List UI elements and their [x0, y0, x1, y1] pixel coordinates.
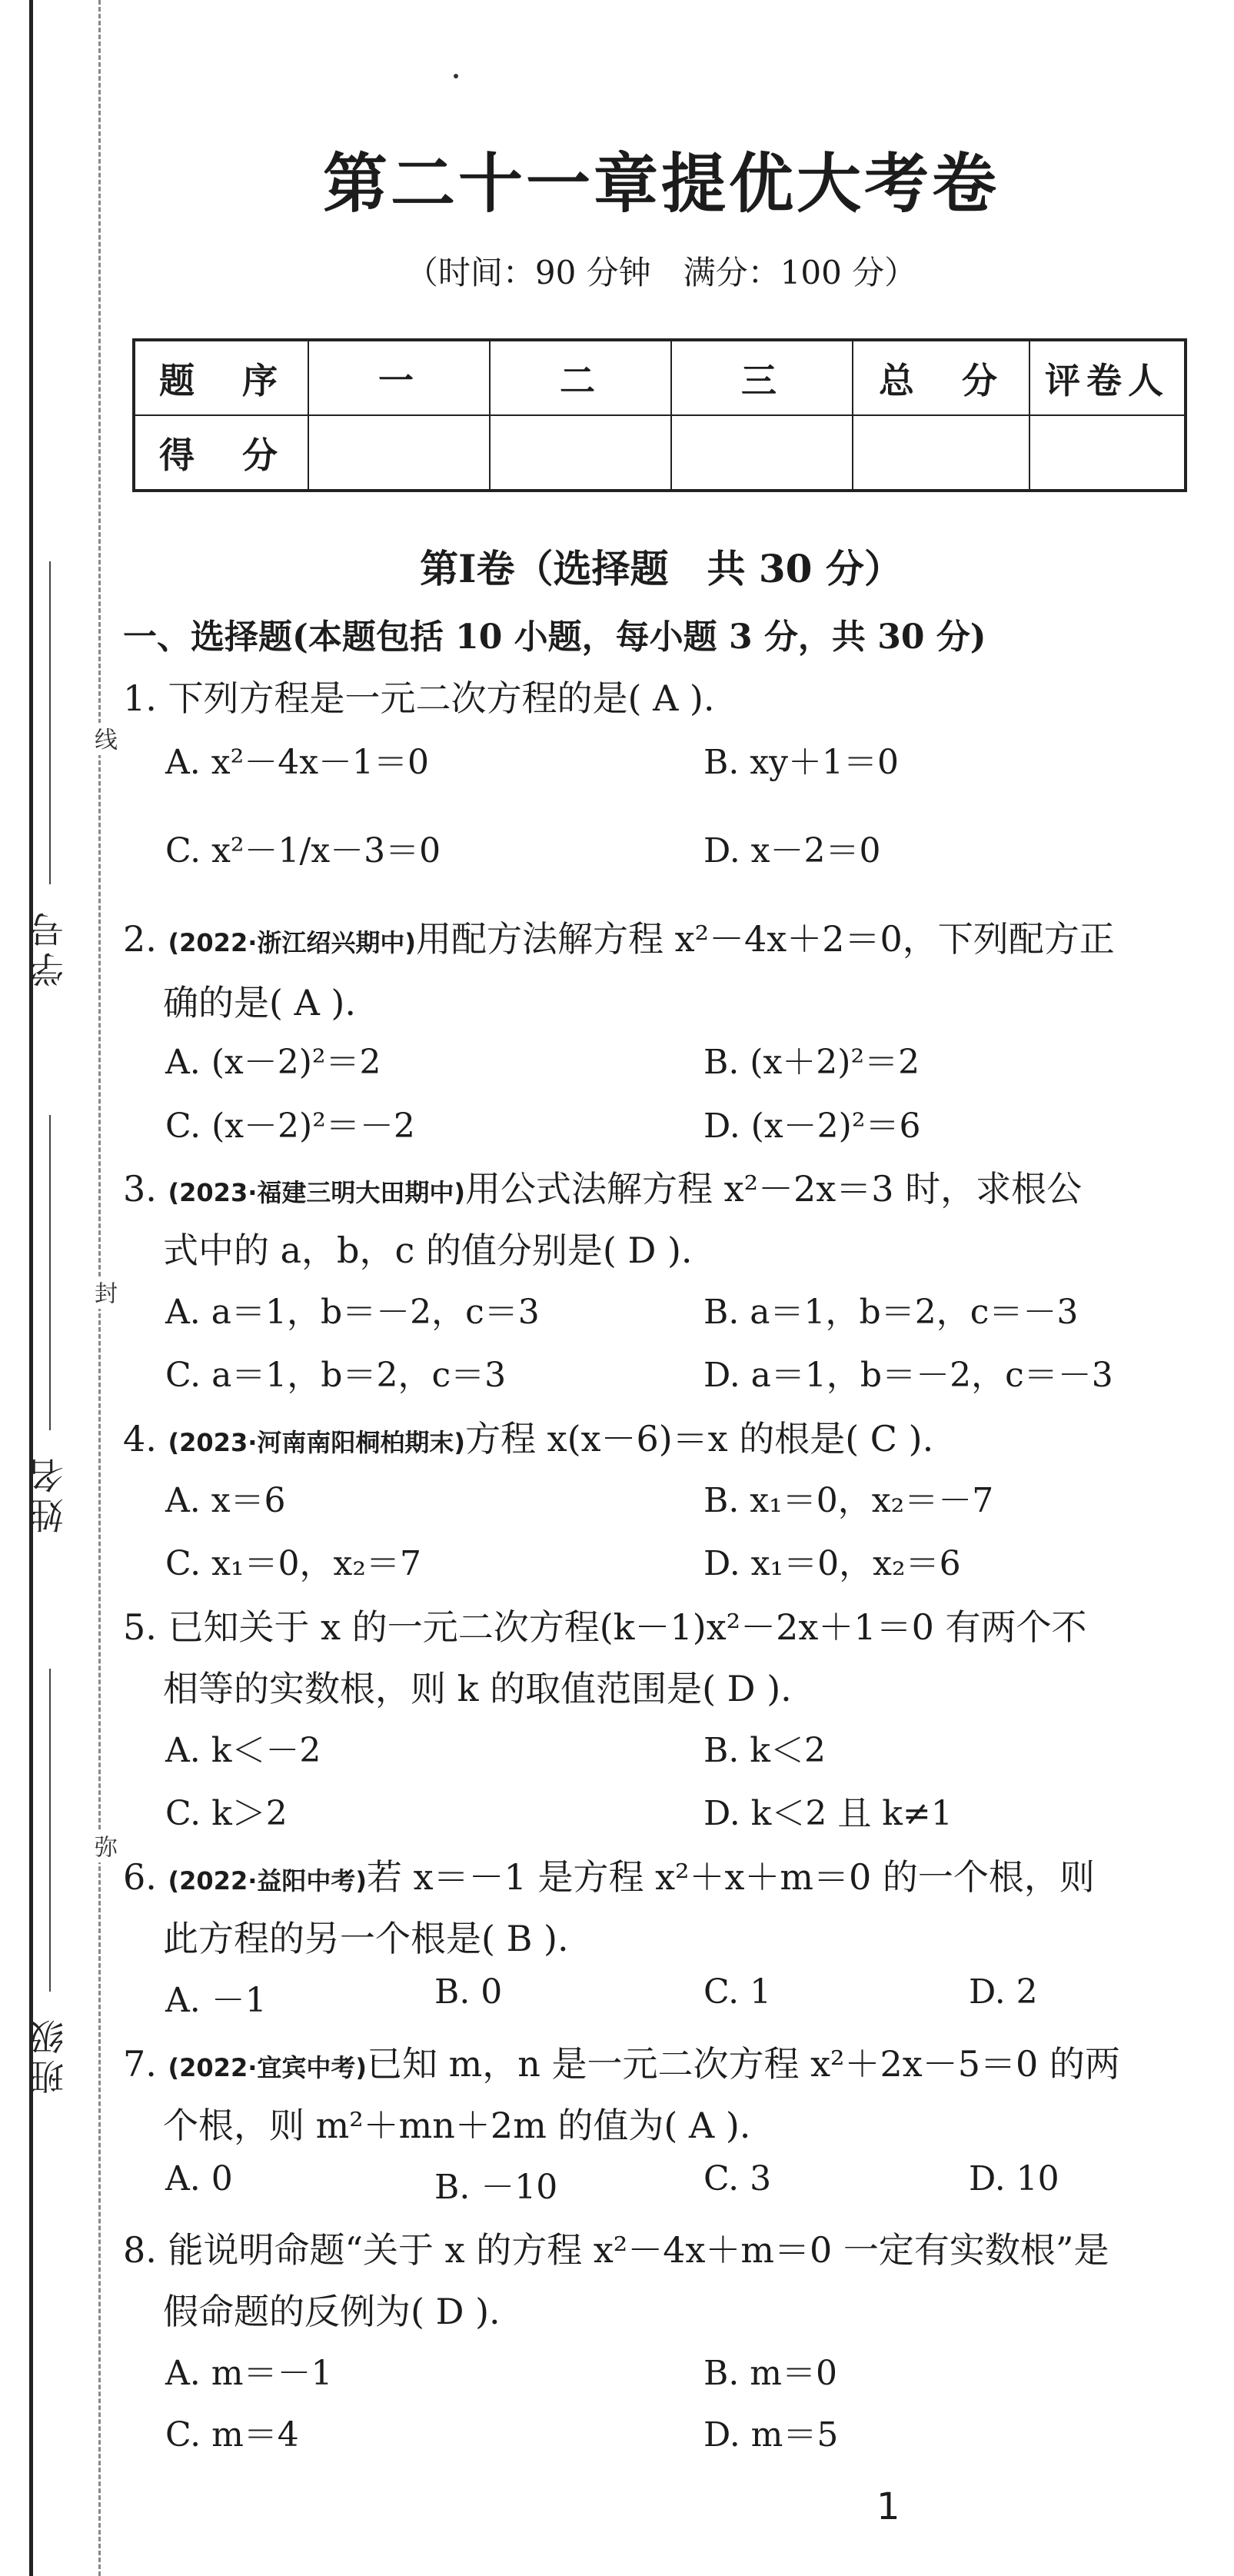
question-6-stem	[123, 1849, 1199, 1900]
question-7-option-c: C. 3	[703, 2159, 772, 2198]
student-no-fill-line	[49, 561, 51, 884]
question-5-option-b: B. k＜2	[703, 1731, 826, 1770]
name-fill-line	[49, 1115, 51, 1430]
question-text: 方程 x(x－6)＝x 的根是( C ).	[465, 1418, 934, 1459]
score-cell: 评卷人	[1029, 340, 1186, 415]
question-8-stem-cont: 假命题的反例为( D ).	[163, 2291, 501, 2332]
question-2-option-b: B. (x＋2)²＝2	[703, 1043, 920, 1082]
seal-line-word-mi: 弥	[86, 1830, 120, 1862]
section-title: 第Ⅰ卷（选择题 共 30 分）	[420, 546, 903, 591]
question-number: 4.	[123, 1418, 168, 1459]
question-2-option-a: A. (x－2)²＝2	[165, 1043, 381, 1082]
question-text: 用配方法解方程 x²－4x＋2＝0，下列配方正	[416, 918, 1115, 960]
score-input-cell[interactable]	[490, 415, 671, 491]
question-6-stem-cont: 此方程的另一个根是( B ).	[163, 1918, 569, 1959]
question-4-stem	[123, 1411, 1199, 1462]
question-4-option-c: C. x₁＝0，x₂＝7	[165, 1544, 421, 1583]
question-source-tag: (2022·浙江绍兴期中)	[168, 928, 416, 957]
question-6-option-a: A. －1	[165, 1981, 267, 2020]
question-8-option-b: B. m＝0	[703, 2354, 838, 2393]
question-7-stem	[123, 2036, 1199, 2087]
question-3-stem	[123, 1161, 1199, 1212]
question-7-option-b: B. －10	[434, 2168, 558, 2207]
question-number: 6.	[123, 1856, 168, 1898]
question-number: 2.	[123, 918, 168, 960]
question-text: 若 x＝－1 是方程 x²＋x＋m＝0 的一个根，则	[367, 1856, 1095, 1898]
question-3-option-c: C. a＝1，b＝2，c＝3	[165, 1356, 507, 1395]
question-number: 7.	[123, 2043, 168, 2085]
page-title: 第二十一章提优大考卷	[322, 146, 1000, 221]
question-7-option-d: D. 10	[969, 2159, 1059, 2198]
question-5-option-c: C. k＞2	[165, 1794, 288, 1833]
score-cell: 二	[490, 340, 671, 415]
score-cell: 一	[308, 340, 490, 415]
question-3-stem-cont: 式中的 a，b，c 的值分别是( D ).	[163, 1230, 693, 1271]
question-source-tag: (2023·福建三明大田期中)	[168, 1178, 465, 1207]
score-input-cell[interactable]	[1029, 415, 1186, 491]
question-source-tag: (2022·益阳中考)	[168, 1866, 367, 1895]
question-3-option-b: B. a＝1，b＝2，c＝－3	[703, 1293, 1079, 1332]
question-source-tag: (2022·宜宾中考)	[168, 2053, 367, 2082]
seal-line-word-feng: 封	[86, 1276, 120, 1309]
question-1-option-d: D. x－2＝0	[703, 831, 881, 870]
question-6-option-d: D. 2	[969, 1972, 1038, 2012]
exam-time-score: （时间：90 分钟 满分：100 分）	[405, 254, 917, 291]
page-number: 1	[876, 2485, 900, 2528]
student-no-label: 学号	[28, 907, 69, 987]
question-text: 已知 m，n 是一元二次方程 x²＋2x－5＝0 的两	[367, 2043, 1120, 2085]
question-4-option-d: D. x₁＝0，x₂＝6	[703, 1544, 961, 1583]
question-2-option-c: C. (x－2)²＝－2	[165, 1107, 415, 1146]
question-6-option-b: B. 0	[434, 1972, 503, 2012]
question-2-option-d: D. (x－2)²＝6	[703, 1107, 921, 1146]
question-source-tag: (2023·河南南阳桐柏期末)	[168, 1428, 465, 1457]
score-table-header-row	[134, 340, 1186, 415]
class-label: 班级	[28, 2015, 69, 2095]
question-5-option-a: A. k＜－2	[165, 1731, 321, 1770]
score-input-cell[interactable]	[853, 415, 1029, 491]
question-5-option-d: D. k＜2 且 k≠1	[703, 1794, 953, 1833]
print-dot	[454, 74, 458, 78]
score-cell: 题 序	[134, 340, 308, 415]
score-table	[132, 338, 1187, 492]
question-3-option-a: A. a＝1，b＝－2，c＝3	[165, 1293, 540, 1332]
score-input-cell[interactable]	[671, 415, 853, 491]
question-7-option-a: A. 0	[165, 2159, 233, 2198]
question-6-option-c: C. 1	[703, 1972, 772, 2012]
question-8-option-a: A. m＝－1	[165, 2354, 333, 2393]
class-fill-line	[49, 1669, 51, 1992]
score-input-cell[interactable]	[308, 415, 490, 491]
question-5-stem-cont: 相等的实数根，则 k 的取值范围是( D ).	[163, 1668, 792, 1709]
score-cell: 总 分	[853, 340, 1029, 415]
question-1-stem: 1. 下列方程是一元二次方程的是( A ).	[123, 677, 715, 719]
question-4-option-a: A. x＝6	[165, 1481, 286, 1520]
question-2-stem	[123, 911, 1199, 962]
question-7-stem-cont: 个根，则 m²＋mn＋2m 的值为( A ).	[163, 2105, 751, 2146]
question-number: 3.	[123, 1168, 168, 1210]
question-1-option-b: B. xy＋1＝0	[703, 743, 899, 782]
question-2-stem-cont: 确的是( A ).	[163, 982, 356, 1023]
name-label: 姓名	[28, 1453, 69, 1533]
score-cell: 得 分	[134, 415, 308, 491]
score-cell: 三	[671, 340, 853, 415]
question-text: 用公式法解方程 x²－2x＝3 时，求根公	[465, 1168, 1083, 1210]
question-5-stem: 5. 已知关于 x 的一元二次方程(k－1)x²－2x＋1＝0 有两个不	[123, 1606, 1087, 1648]
question-8-option-c: C. m＝4	[165, 2415, 299, 2455]
seal-line-word-xian: 线	[86, 723, 120, 755]
question-8-stem: 8. 能说明命题“关于 x 的方程 x²－4x＋m＝0 一定有实数根”是	[123, 2229, 1109, 2271]
question-1-option-c: C. x²－1/x－3＝0	[165, 831, 441, 870]
binding-margin-rule	[29, 0, 33, 2576]
question-4-option-b: B. x₁＝0，x₂＝－7	[703, 1481, 994, 1520]
score-table-score-row	[134, 415, 1186, 491]
question-3-option-d: D. a＝1，b＝－2，c＝－3	[703, 1356, 1113, 1395]
question-1-option-a: A. x²－4x－1＝0	[165, 743, 429, 782]
question-8-option-d: D. m＝5	[703, 2415, 839, 2455]
part-heading: 一、选择题(本题包括 10 小题，每小题 3 分，共 30 分)	[123, 617, 986, 657]
